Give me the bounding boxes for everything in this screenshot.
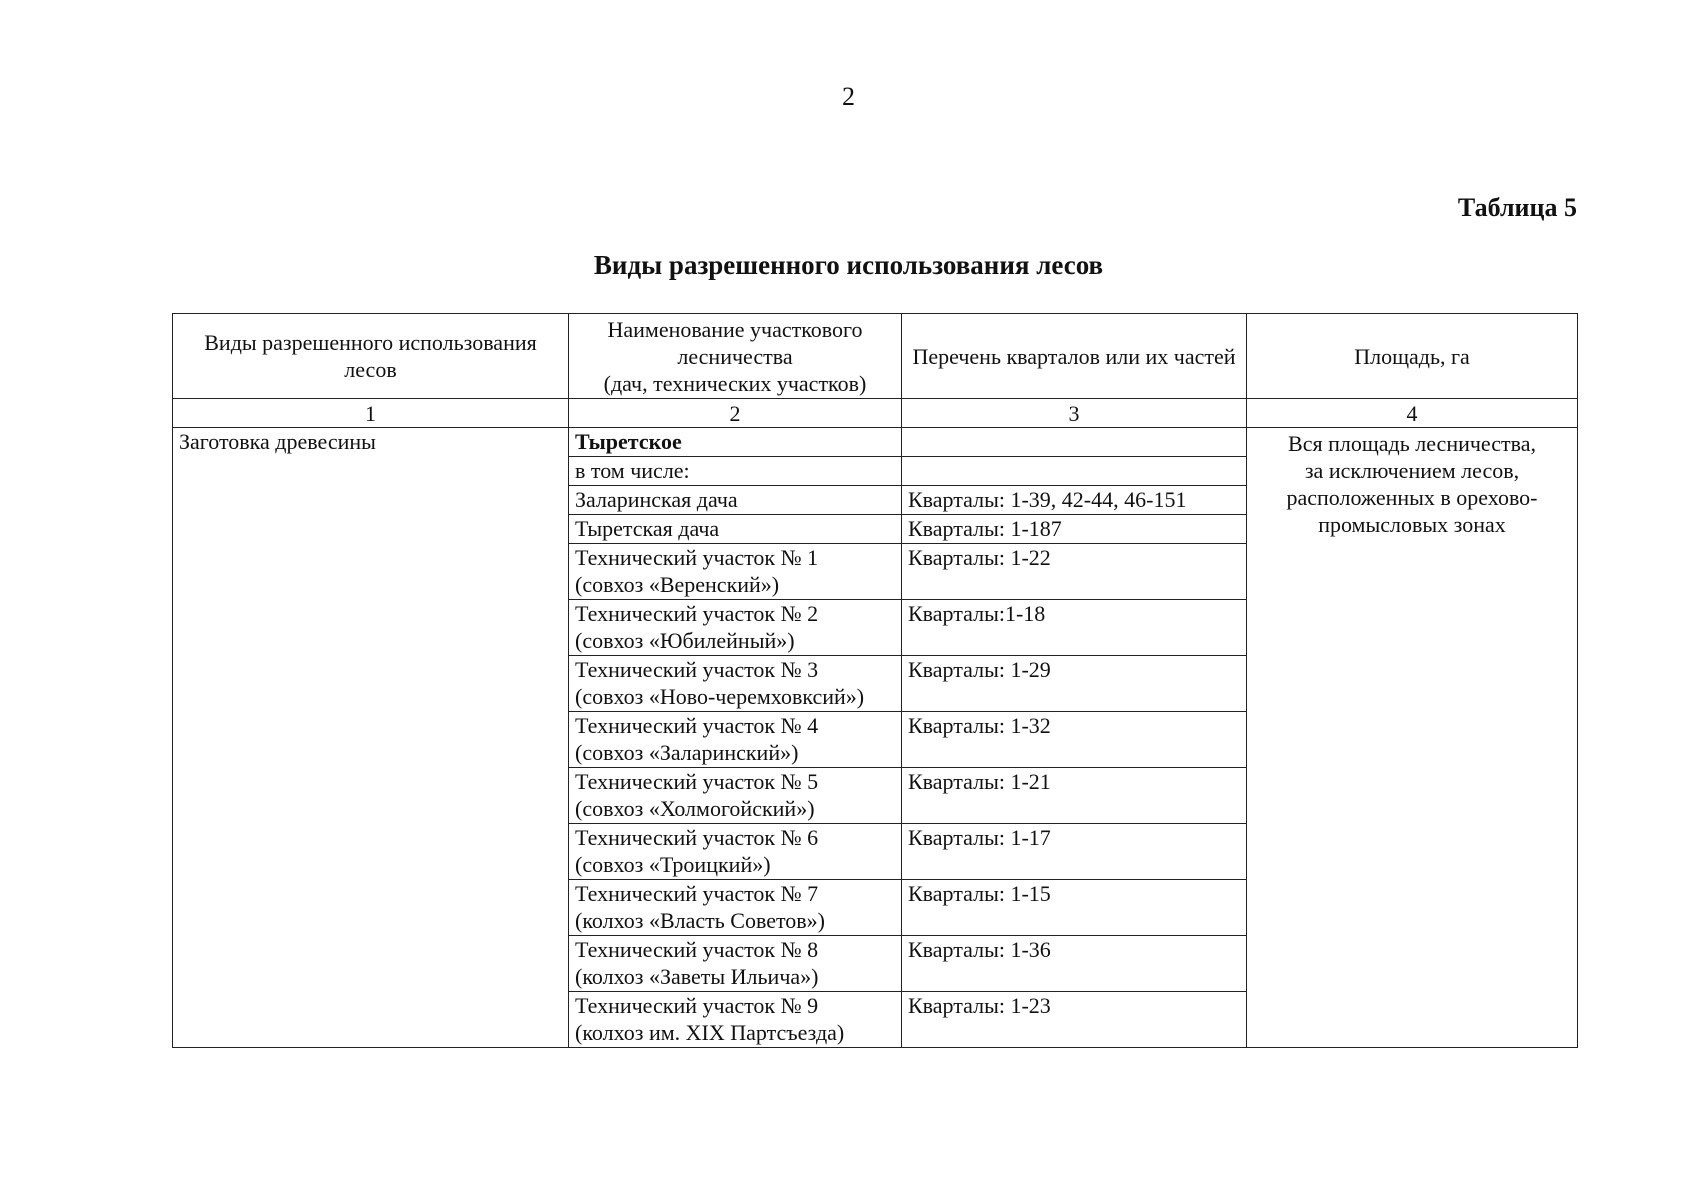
- forest-use-table: [172, 313, 1578, 1048]
- header-forestry-line-3: (дач, технических участков): [603, 370, 867, 396]
- header-quarters: Перечень кварталов или их частей: [902, 314, 1247, 399]
- subunit-name: [569, 768, 902, 824]
- header-forestry-line-1: Наименование участкового: [607, 316, 863, 342]
- area-line-3: расположенных в орехово-: [1286, 485, 1538, 510]
- subunit-name: [569, 656, 902, 712]
- subunit-name-line: (совхоз «Заларинский»): [575, 740, 799, 765]
- area-line-2: за исключением лесов,: [1304, 458, 1520, 483]
- header-use-type: Виды разрешенного использования лесов: [173, 314, 569, 399]
- subunit-name: [569, 486, 902, 515]
- quarters-cell: Кварталы: 1-187: [902, 515, 1247, 544]
- subunit-name-line: (совхоз «Веренский»): [575, 572, 780, 597]
- subunit-name-line: Технический участок № 1: [575, 545, 819, 570]
- subunit-name-line: (колхоз «Власть Советов»): [575, 908, 826, 933]
- subunit-name-line: Технический участок № 9: [575, 993, 819, 1018]
- quarters-cell: Кварталы: 1-29: [902, 656, 1247, 712]
- subunit-name-line: Тыретская дача: [575, 516, 720, 541]
- column-number: 2: [569, 399, 902, 428]
- subunit-name: [569, 712, 902, 768]
- table-row: [173, 428, 1578, 457]
- header-row: [173, 314, 1578, 399]
- quarters-cell: Кварталы: 1-17: [902, 824, 1247, 880]
- table-label: Таблица 5: [1457, 193, 1577, 222]
- quarters-cell: Кварталы: 1-39, 42-44, 46-151: [902, 486, 1247, 515]
- header-forestry-name: [569, 314, 902, 399]
- quarters-cell-empty: [902, 428, 1247, 457]
- subunit-name: [569, 515, 902, 544]
- area-cell: [1247, 428, 1578, 1048]
- quarters-cell: Кварталы: 1-23: [902, 992, 1247, 1048]
- subunit-name-line: Технический участок № 4: [575, 713, 819, 738]
- quarters-cell: Кварталы: 1-22: [902, 544, 1247, 600]
- area-line-4: промысловых зонах: [1318, 512, 1506, 537]
- subunit-name-line: (совхоз «Холмогойский»): [575, 796, 815, 821]
- column-number: 3: [902, 399, 1247, 428]
- column-number-row: [173, 399, 1578, 428]
- column-number: 4: [1247, 399, 1578, 428]
- document-title: Виды разрешенного использования лесов: [593, 250, 1104, 280]
- subunit-name-line: (колхоз «Заветы Ильича»): [575, 964, 819, 989]
- subunit-name: [569, 824, 902, 880]
- subunit-name-line: Технический участок № 5: [575, 769, 819, 794]
- subunit-name-line: Технический участок № 3: [575, 657, 819, 682]
- subunit-name-line: (совхоз «Юбилейный»): [575, 628, 795, 653]
- area-line-1: Вся площадь лесничества,: [1288, 431, 1536, 456]
- column-number: 1: [173, 399, 569, 428]
- quarters-cell-empty: [902, 457, 1247, 486]
- quarters-cell: Кварталы:1-18: [902, 600, 1247, 656]
- subunit-name: [569, 992, 902, 1048]
- subunit-name-line: (совхоз «Троицкий»): [575, 852, 771, 877]
- forestry-name: Тыретское: [569, 428, 902, 457]
- quarters-cell: Кварталы: 1-15: [902, 880, 1247, 936]
- subunit-name-line: Технический участок № 6: [575, 825, 819, 850]
- subunit-name: [569, 936, 902, 992]
- use-type-cell: Заготовка древесины: [173, 428, 569, 1048]
- subunit-name-line: (совхоз «Ново-черемховксий»): [575, 684, 865, 709]
- quarters-cell: Кварталы: 1-36: [902, 936, 1247, 992]
- subunit-name: [569, 600, 902, 656]
- subunit-name: [569, 880, 902, 936]
- subunit-name-line: Заларинская дача: [575, 487, 738, 512]
- subunit-name: [569, 544, 902, 600]
- header-area: Площадь, га: [1247, 314, 1578, 399]
- subunit-name-line: Технический участок № 8: [575, 937, 819, 962]
- subunit-name-line: Технический участок № 7: [575, 881, 819, 906]
- page-number: 2: [842, 82, 855, 111]
- header-forestry-line-2: лесничества: [677, 343, 793, 369]
- subunit-name-line: (колхоз им. XIX Партсъезда): [575, 1020, 845, 1045]
- quarters-cell: Кварталы: 1-32: [902, 712, 1247, 768]
- quarters-cell: Кварталы: 1-21: [902, 768, 1247, 824]
- subunit-name-line: Технический участок № 2: [575, 601, 819, 626]
- including-label: в том числе:: [569, 457, 902, 486]
